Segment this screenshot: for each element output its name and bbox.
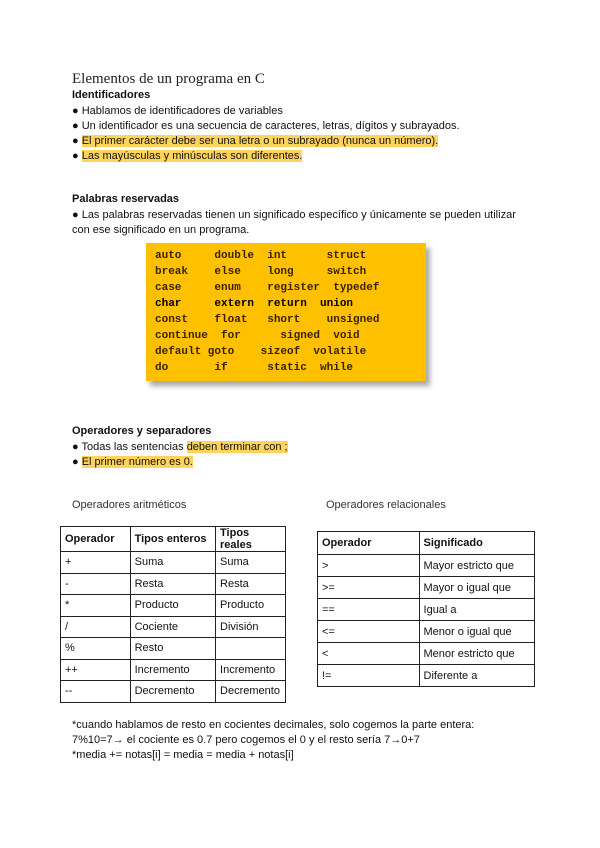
table-cell: !=	[318, 665, 420, 687]
bullet-mark: ●	[72, 456, 79, 468]
table-cell: Resta	[216, 573, 286, 595]
header-cell: Significado	[419, 532, 534, 555]
nota-1: *cuando hablamos de resto en cocientes decimales, solo cogemos la parte entera:	[72, 719, 475, 731]
table-cell: <=	[318, 621, 420, 643]
keyword-row: default goto sizeof volatile	[155, 346, 367, 358]
table-cell: Igual a	[419, 599, 534, 621]
table-row	[61, 616, 286, 638]
keyword-row: const float short unsigned	[155, 314, 380, 326]
highlighted-text: deben terminar con ;	[186, 441, 288, 453]
table-cell: *	[61, 595, 131, 617]
header-cell: Tipos enteros	[130, 527, 215, 552]
table-cell: Producto	[130, 595, 215, 617]
keyword-row: case enum register typedef	[155, 282, 380, 294]
bullet-mark: ●	[72, 135, 79, 147]
page-title: Elementos de un programa en C	[72, 71, 265, 87]
table-cell: Resta	[130, 573, 215, 595]
keyword-row: do if static while	[155, 362, 354, 374]
table-cell: ++	[61, 659, 131, 681]
operadores-bullet-2	[72, 455, 193, 470]
table-aritmeticos	[60, 526, 286, 703]
operadores-text: ● Todas las sentencias	[72, 441, 187, 453]
table-relacionales	[317, 531, 535, 687]
table-row	[318, 577, 535, 599]
table-row	[318, 555, 535, 577]
highlighted-text: El primer número es 0.	[81, 456, 193, 468]
table-cell: Menor estricto que	[419, 643, 534, 665]
caption-relacionales: Operadores relacionales	[326, 499, 446, 511]
table-cell: Diferente a	[419, 665, 534, 687]
bullet-identificadores-4	[72, 149, 302, 164]
table-cell: División	[216, 616, 286, 638]
header-cell: Operador	[61, 527, 131, 552]
table-row	[318, 599, 535, 621]
table-cell: Suma	[130, 552, 215, 574]
highlighted-text: El primer carácter debe ser una letra o un subrayado (nunca un número).	[81, 135, 439, 147]
palabras-text-line-2: con ese significado en un programa.	[72, 224, 250, 236]
table-row	[318, 643, 535, 665]
table-cell: Suma	[216, 552, 286, 574]
table-cell: <	[318, 643, 420, 665]
caption-aritmeticos: Operadores aritméticos	[72, 499, 187, 511]
heading-identificadores: Identificadores	[72, 89, 151, 101]
keyword-row: break else long switch	[155, 266, 367, 278]
table-cell: Decremento	[216, 681, 286, 703]
table-cell: %	[61, 638, 131, 660]
bullet-mark: ●	[72, 150, 79, 162]
table-cell: >=	[318, 577, 420, 599]
keyword-row: continue for signed void	[155, 330, 360, 342]
table-cell: Menor o igual que	[419, 621, 534, 643]
table-cell: Incremento	[130, 659, 215, 681]
table-cell: --	[61, 681, 131, 703]
table-cell: Cociente	[130, 616, 215, 638]
keyword-box	[146, 243, 426, 381]
table-row	[61, 681, 286, 703]
palabras-text-line-1: ● Las palabras reservadas tienen un significado específico y únicamente se pueden utilizar	[72, 209, 516, 221]
table-row	[61, 552, 286, 574]
bullet-identificadores-2: ● Un identificador es una secuencia de caracteres, letras, dígitos y subrayados.	[72, 120, 460, 132]
table-cell: -	[61, 573, 131, 595]
table-cell: Producto	[216, 595, 286, 617]
table-row	[318, 665, 535, 687]
table-cell: Resto	[130, 638, 215, 660]
table-row	[61, 573, 286, 595]
table-cell: Mayor estricto que	[419, 555, 534, 577]
highlighted-text: Las mayúsculas y minúsculas son diferentes.	[81, 150, 303, 162]
keyword-row: char extern return union	[155, 298, 354, 310]
header-cell: Tipos reales	[216, 527, 286, 552]
table-cell: Mayor o igual que	[419, 577, 534, 599]
keyword-row: auto double int struct	[155, 250, 367, 262]
heading-palabras-reservadas: Palabras reservadas	[72, 193, 180, 205]
table-row	[61, 638, 286, 660]
table-cell	[216, 638, 286, 660]
header-cell: Operador	[318, 532, 420, 555]
bullet-identificadores-3	[72, 134, 438, 149]
table-cell: /	[61, 616, 131, 638]
table-cell: ==	[318, 599, 420, 621]
table-row	[61, 659, 286, 681]
table-header-row	[318, 532, 535, 555]
table-cell: +	[61, 552, 131, 574]
table-cell: Decremento	[130, 681, 215, 703]
operadores-bullet-1	[72, 440, 288, 455]
table-row	[61, 595, 286, 617]
nota-3: *media += notas[i] = media = media + notas[i]	[72, 749, 294, 761]
table-row	[318, 621, 535, 643]
heading-operadores: Operadores y separadores	[72, 425, 212, 437]
table-header-row	[61, 527, 286, 552]
nota-2: 7%10=7→ el cociente es 0.7 pero cogemos el 0 y el resto sería 7→0+7	[72, 734, 420, 746]
table-cell: >	[318, 555, 420, 577]
table-cell: Incremento	[216, 659, 286, 681]
bullet-identificadores-1: ● Hablamos de identificadores de variables	[72, 105, 283, 117]
